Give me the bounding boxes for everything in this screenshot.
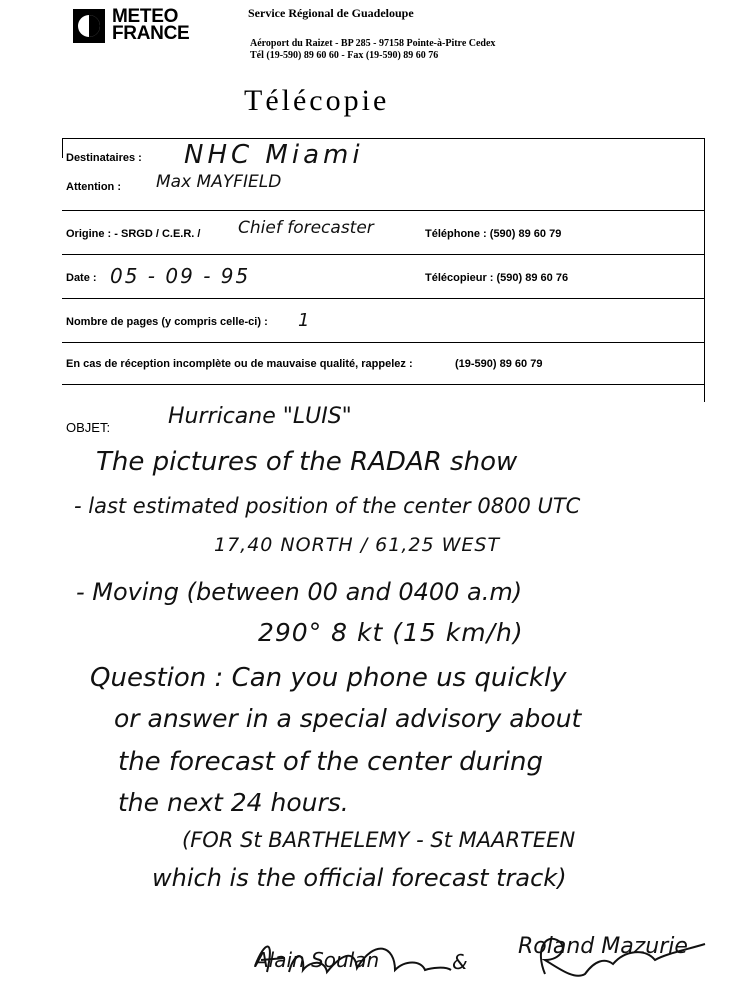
meteo-france-logo-mark-icon xyxy=(72,8,106,44)
address-line-1: Aéroport du Raizet - BP 285 - 97158 Pointe-à-Pitre Cedex xyxy=(250,38,496,49)
form-rule xyxy=(62,298,705,299)
address-line-2: Tél (19-590) 89 60 60 - Fax (19-590) 89 60 76 xyxy=(250,50,439,61)
objet-label: OBJET: xyxy=(66,420,111,435)
form-rule xyxy=(62,138,705,139)
origine-value: Chief forecaster xyxy=(238,218,374,238)
pages-value: 1 xyxy=(298,310,310,331)
message-line: 290° 8 kt (15 km/h) xyxy=(258,618,524,647)
date-label: Date : xyxy=(66,272,97,284)
meteo-france-logo xyxy=(72,8,202,48)
message-line: The pictures of the RADAR show xyxy=(96,447,518,477)
message-line: Question : Can you phone us quickly xyxy=(90,663,567,693)
form-border xyxy=(62,138,63,158)
message-line: (FOR St BARTHELEMY - St MAARTEEN xyxy=(182,828,576,852)
form-rule xyxy=(62,384,705,385)
message-line: - last estimated position of the center 0800 UTC xyxy=(74,494,581,518)
message-line: the next 24 hours. xyxy=(118,788,349,817)
objet-value: Hurricane "LUIS" xyxy=(168,404,352,429)
form-rule xyxy=(62,210,705,211)
reception-label: En cas de réception incomplète ou de mauvaise qualité, rappelez : xyxy=(66,358,413,370)
telecopieur-label: Télécopieur : (590) 89 60 76 xyxy=(425,272,569,284)
date-value: 05 - 09 - 95 xyxy=(110,264,251,288)
destinataires-label: Destinataires : xyxy=(66,152,142,164)
pages-label: Nombre de pages (y compris celle-ci) : xyxy=(66,316,268,328)
attention-value: Max MAYFIELD xyxy=(156,172,282,192)
telephone-label: Téléphone : (590) 89 60 79 xyxy=(425,228,562,240)
message-line: the forecast of the center during xyxy=(118,747,543,777)
message-line: - Moving (between 00 and 0400 a.m) xyxy=(76,578,523,606)
signature-connector: & xyxy=(452,950,468,974)
attention-label: Attention : xyxy=(66,181,121,193)
origine-label: Origine : - SRGD / C.E.R. / xyxy=(66,228,201,240)
org-name: Service Régional de Guadeloupe xyxy=(248,6,414,20)
logo-text: METEO FRANCE xyxy=(112,6,190,44)
message-line: or answer in a special advisory about xyxy=(114,704,582,733)
form-border xyxy=(704,138,705,402)
message-line: which is the official forecast track) xyxy=(152,864,567,892)
form-rule xyxy=(62,254,705,255)
org-address xyxy=(250,38,495,62)
form-rule xyxy=(62,342,705,343)
message-line: 17,40 NORTH / 61,25 WEST xyxy=(214,534,501,556)
destinataires-value: NHC Miami xyxy=(184,140,364,170)
page-title: Télécopie xyxy=(244,84,390,117)
signer-1: Alain Soulan xyxy=(255,948,380,972)
reception-phone: (19-590) 89 60 79 xyxy=(455,358,543,370)
signer-2: Roland Mazurie xyxy=(518,934,688,959)
